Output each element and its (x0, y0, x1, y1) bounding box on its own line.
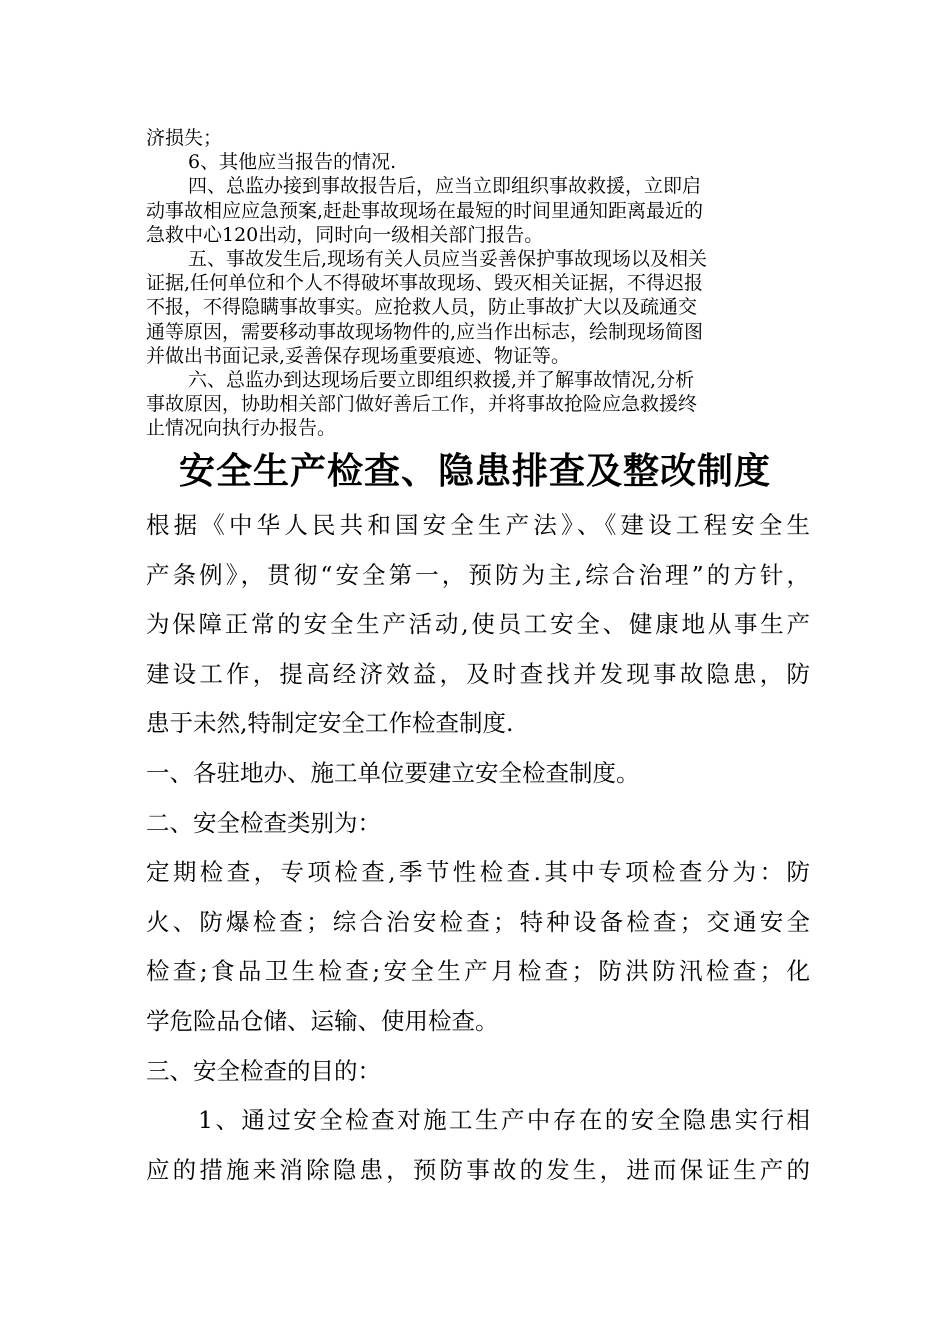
paragraph-line: 检查;食品卫生检查;安全生产月检查；防洪防汛检查；化 (146, 957, 810, 986)
paragraph-line: 定期检查，专项检查,季节性检查.其中专项检查分为：防 (146, 858, 810, 887)
paragraph-line: 患于未然,特制定安全工作检查制度. (146, 709, 514, 738)
paragraph-line: 6、其他应当报告的情况. (188, 151, 397, 174)
paragraph-line: 建设工作，提高经济效益，及时查找并发现事故隐患，防 (146, 659, 810, 688)
paragraph-line: 为保障正常的安全生产活动,使员工安全、健康地从事生产 (146, 610, 810, 639)
paragraph-line: 1、通过安全检查对施工生产中存在的安全隐患实行相 (198, 1106, 810, 1135)
paragraph-line: 学危险品仓储、运输、使用检查。 (146, 1006, 499, 1035)
paragraph-line: 三、安全检查的目的： (146, 1056, 381, 1085)
paragraph-line: 止情况向执行办报告。 (146, 417, 337, 440)
paragraph-line: 通等原因，需要移动事故现场物件的,应当作出标志，绘制现场简图 (146, 320, 704, 343)
paragraph-line: 二、安全检查类别为： (146, 808, 381, 837)
section-title: 安全生产检查、隐患排查及整改制度 (178, 450, 771, 492)
accident-report-section (146, 126, 806, 440)
paragraph-line: 济损失； (146, 127, 223, 149)
paragraph-line: 四、总监办接到事故报告后，应当立即组织事故救援，立即启 (188, 175, 702, 198)
paragraph-line: 根据《中华人民共和国安全生产法》、《建设工程安全生 (146, 511, 810, 539)
paragraph-line: 火、防爆检查；综合治安检查；特种设备检查；交通安全 (146, 907, 810, 936)
paragraph-line: 产条例》，贯彻“安全第一，预防为主,综合治理”的方针， (146, 560, 810, 589)
inspection-regulation-section (146, 501, 810, 1195)
paragraph-line: 动事故相应应急预案,赶赴事故现场在最短的时间里通知距离最近的 (146, 199, 704, 222)
paragraph-line: 证据,任何单位和个人不得破坏事故现场、毁灭相关证据，不得迟报 (146, 272, 704, 295)
paragraph-line: 六、总监办到达现场后要立即组织救援,并了解事故情况,分析 (188, 368, 695, 391)
paragraph-line: 急救中心120出动，同时向一级相关部门报告。 (146, 223, 544, 246)
paragraph-line: 一、各驻地办、施工单位要建立安全检查制度。 (146, 758, 640, 787)
paragraph-line: 并做出书面记录,妥善保存现场重要痕迹、物证等。 (146, 344, 571, 367)
paragraph-line: 应的措施来消除隐患，预防事故的发生，进而保证生产的 (146, 1155, 810, 1184)
paragraph-line: 不报，不得隐瞒事故事实。应抢救人员，防止事故扩大以及疏通交 (146, 296, 698, 319)
paragraph-line: 事故原因，协助相关部门做好善后工作，并将事故抢险应急救援终 (146, 393, 698, 416)
paragraph-line: 五、事故发生后,现场有关人员应当妥善保护事故现场以及相关 (188, 247, 708, 270)
